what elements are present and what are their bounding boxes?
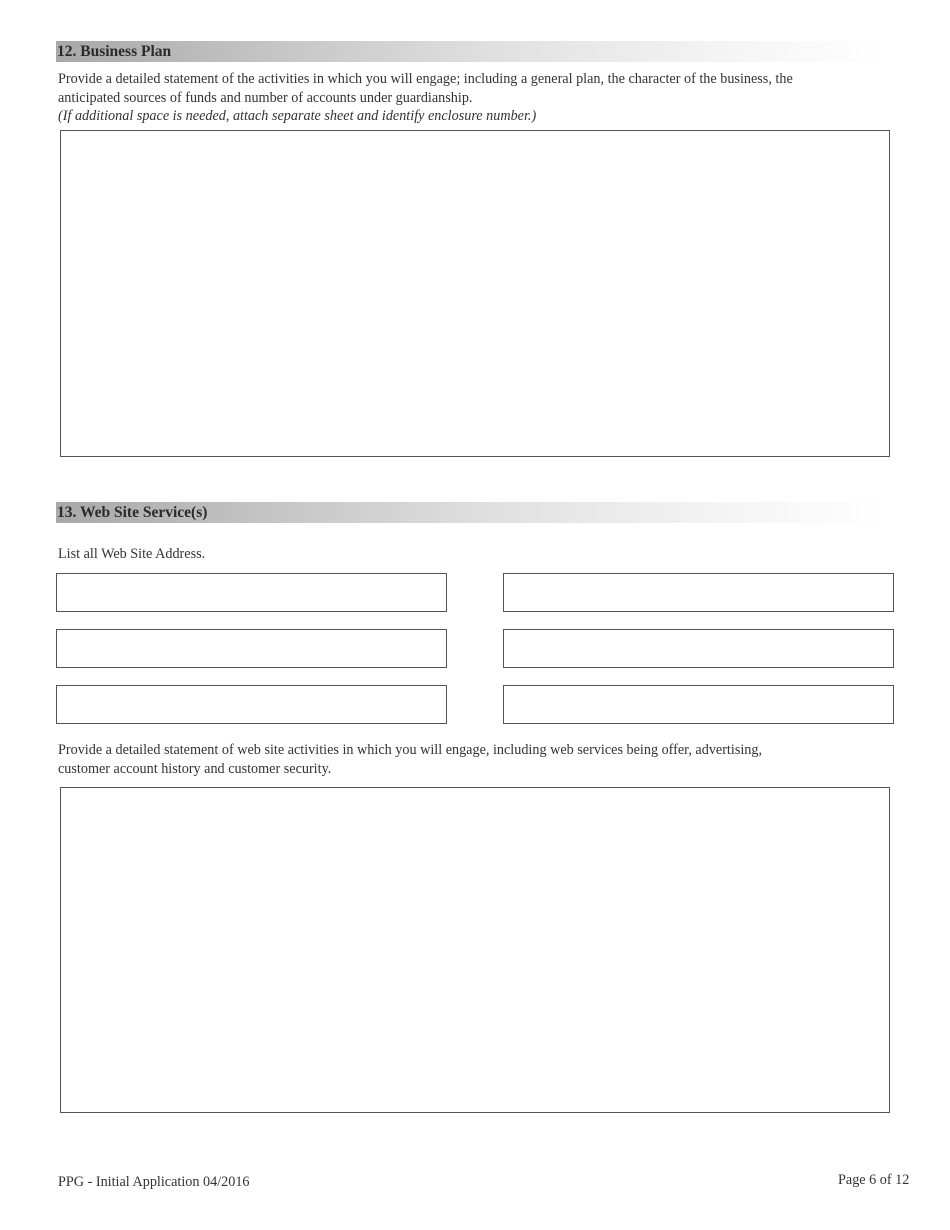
section-13-header	[56, 502, 886, 523]
web-address-field-3[interactable]	[56, 629, 447, 668]
section-13-instruction-line-2: customer account history and customer security.	[58, 761, 332, 777]
footer-page-number: Page 6 of 12	[838, 1172, 910, 1188]
section-12-header	[56, 41, 886, 62]
section-12-title: 12. Business Plan	[57, 43, 172, 60]
web-address-field-2[interactable]	[503, 573, 894, 612]
web-site-list-label: List all Web Site Address.	[58, 546, 206, 562]
footer-form-id: PPG - Initial Application 04/2016	[58, 1174, 250, 1190]
web-address-field-4[interactable]	[503, 629, 894, 668]
section-13-title: 13. Web Site Service(s)	[57, 504, 208, 521]
section-13-instruction-line-1: Provide a detailed statement of web site activities in which you will engage, including web services being offer, advertising,	[58, 742, 763, 758]
web-address-field-5[interactable]	[56, 685, 447, 724]
section-12-instruction-line-1: Provide a detailed statement of the activities in which you will engage; including a general plan, the character of the business, the	[58, 71, 793, 87]
web-address-field-1[interactable]	[56, 573, 447, 612]
section-12-note: (If additional space is needed, attach separate sheet and identify enclosure number.)	[58, 108, 537, 124]
section-12-instruction-line-2: anticipated sources of funds and number of accounts under guardianship.	[58, 90, 473, 106]
business-plan-textarea[interactable]	[60, 130, 890, 457]
web-address-field-6[interactable]	[503, 685, 894, 724]
web-activities-textarea[interactable]	[60, 787, 890, 1113]
